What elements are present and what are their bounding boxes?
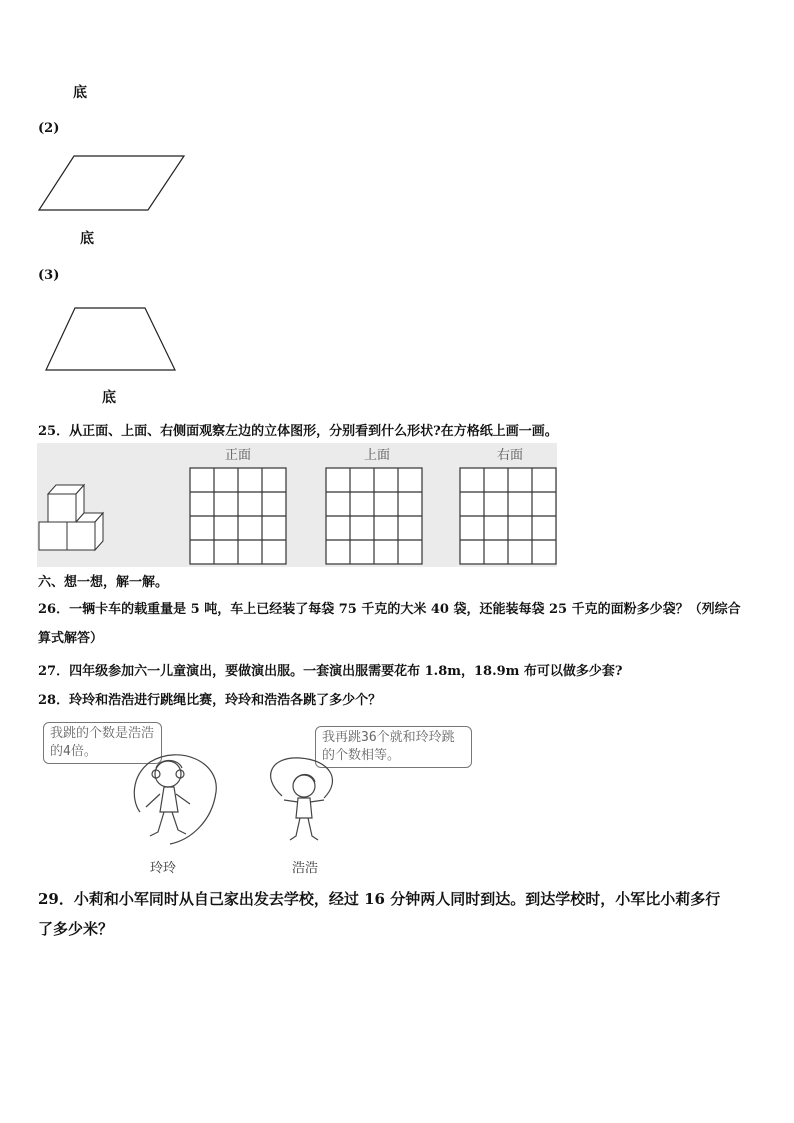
q29-line2: 了多少米？ (38, 920, 114, 938)
grid-label-front: 正面 (225, 448, 252, 463)
shape3-number: (3) (38, 268, 60, 283)
q25-text: 25．从正面、上面、右侧面观察左边的立体图形，分别看到什么形状?在方格纸上画一画。 (38, 424, 558, 439)
girl-jumping-rope-illustration (120, 752, 225, 852)
caption-haohao: 浩浩 (292, 861, 319, 876)
q29-line1: 29．小莉和小军同时从自己家出发去学校，经过 16 分钟两人同时到达。到达学校时，小军比小莉多行 (38, 890, 721, 908)
shape3-base-label: 底 (102, 390, 116, 406)
grid-top (325, 467, 423, 565)
shape2-number: (2) (38, 121, 60, 136)
cube-stack-figure (37, 481, 107, 561)
grid-label-top: 上面 (364, 448, 391, 463)
trapezoid-figure (42, 305, 182, 375)
shape1-base-label: 底 (73, 85, 87, 101)
speech-bubble-lingling: 我跳的个数是浩浩的4倍。 (43, 722, 162, 764)
grid-right (459, 467, 557, 565)
caption-lingling: 玲玲 (150, 861, 177, 876)
q28-text: 28．玲玲和浩浩进行跳绳比赛，玲玲和浩浩各跳了多少个？ (38, 693, 382, 708)
shape2-base-label: 底 (80, 231, 94, 247)
q27-text: 27．四年级参加六一儿童演出，要做演出服。一套演出服需要花布 1.8m，18.9m 布可以做多少套? (38, 664, 623, 679)
boy-jumping-rope-illustration (262, 756, 347, 851)
parallelogram-figure (36, 152, 188, 214)
grid-label-right: 右面 (497, 448, 524, 463)
q26-line1: 26．一辆卡车的载重量是 5 吨，车上已经装了每袋 75 千克的大米 40 袋，还能装每袋 25 千克的面粉多少袋？（列综合 (38, 602, 741, 617)
section6-title: 六、想一想，解一解。 (38, 575, 169, 590)
speech-bubble-haohao: 我再跳36个就和玲玲跳的个数相等。 (315, 726, 472, 768)
grid-front (189, 467, 287, 565)
q26-line2: 算式解答） (38, 631, 104, 646)
q25-figure-panel (37, 443, 557, 567)
